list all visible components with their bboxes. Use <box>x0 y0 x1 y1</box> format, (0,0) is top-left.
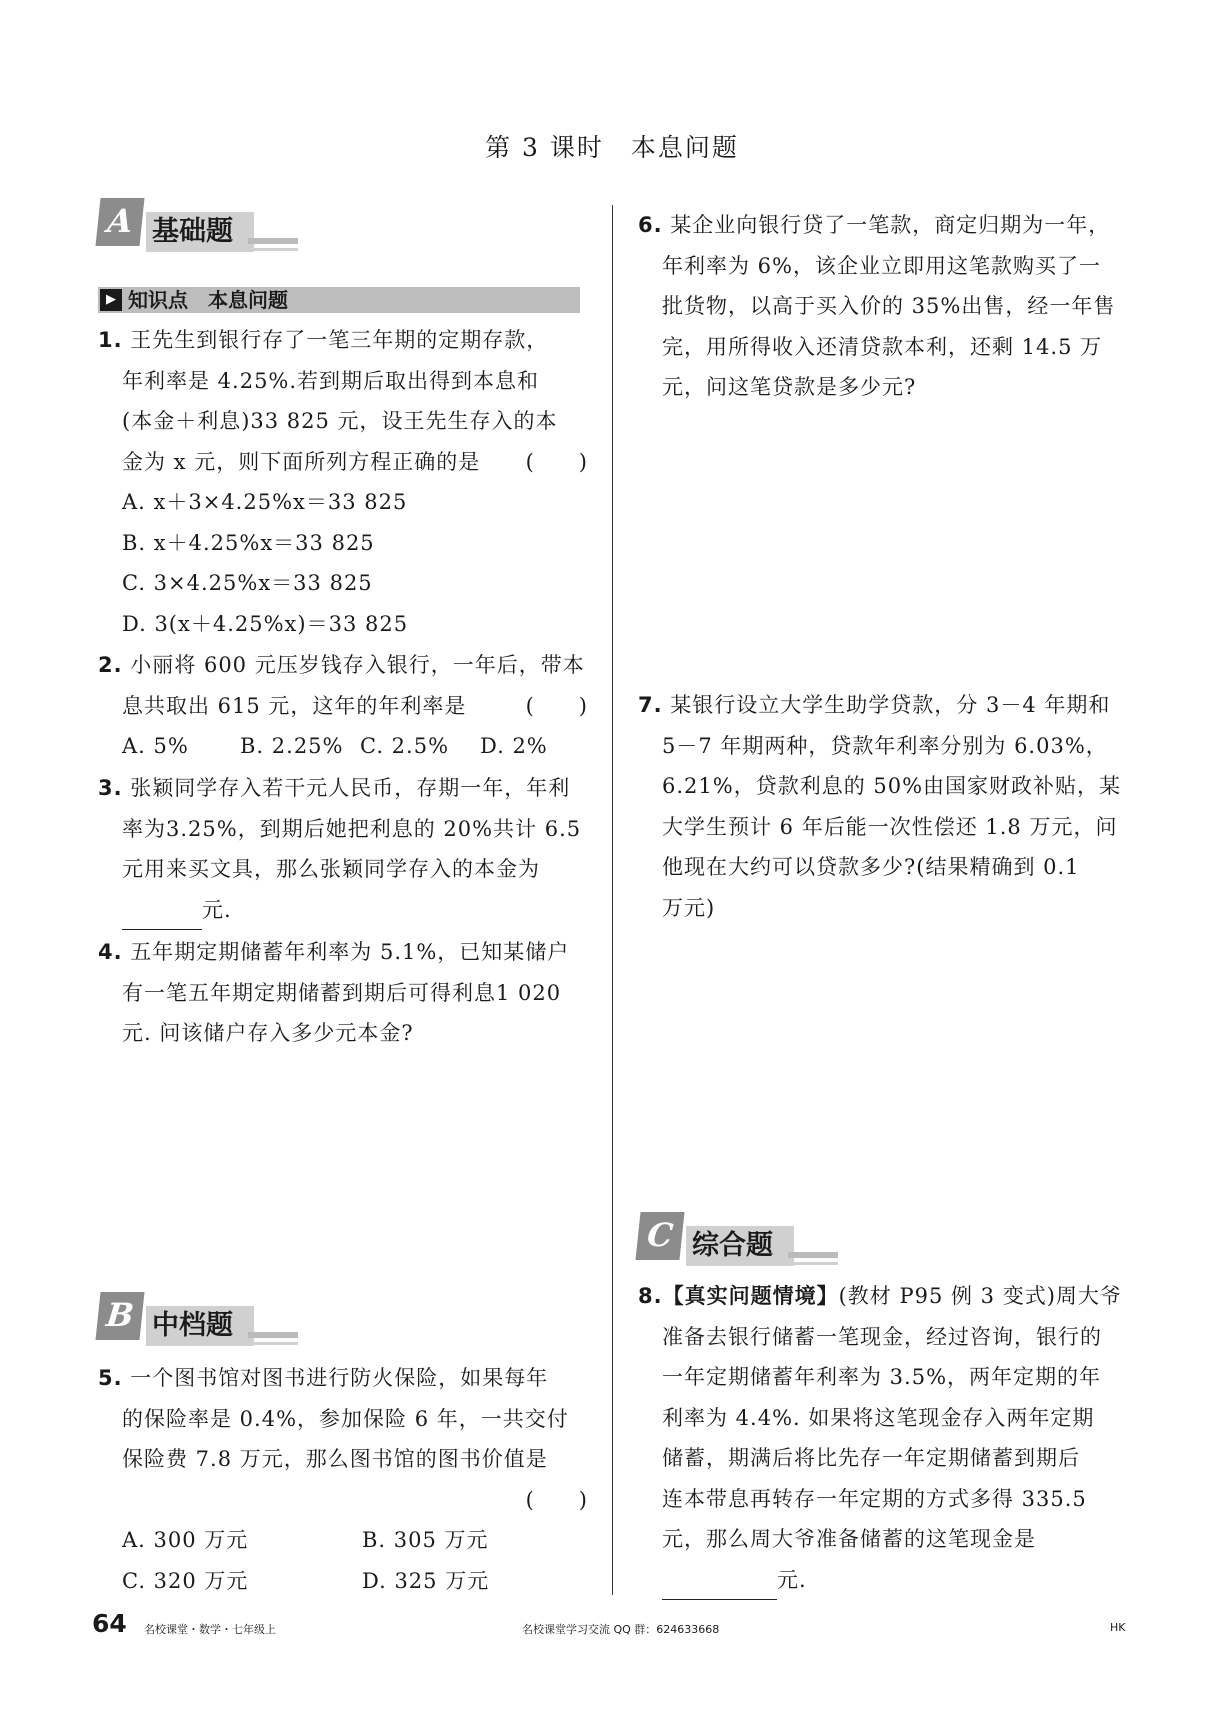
edition-label: HK <box>1110 1621 1126 1634</box>
q1-option-d: D. 3(x＋4.25%x)＝33 825 <box>122 611 409 636</box>
q3-unit: 元. <box>202 897 232 922</box>
question-7 <box>638 685 1138 928</box>
q2-answer-bracket: ( ) <box>525 693 588 718</box>
q5-number: 5. <box>98 1366 123 1390</box>
q7-line: 他现在大约可以贷款多少?(结果精确到 0.1 <box>662 855 1080 879</box>
section-b-name: 中档题 <box>146 1306 254 1346</box>
q8-answer-blank <box>662 1573 777 1600</box>
q1-line: 金为 x 元，则下面所列方程正确的是 <box>122 449 481 474</box>
q2-option-b: B. 2.25% <box>240 734 344 758</box>
q2-option-a: A. 5% <box>122 734 189 758</box>
section-c-banner <box>638 1212 848 1268</box>
question-1 <box>98 320 588 644</box>
q3-line: 率为3.25%，到期后她把利息的 20%共计 6.5 <box>122 816 582 841</box>
q8-line: 元，那么周大爷准备储蓄的这笔现金是 <box>662 1527 1036 1551</box>
q5-line: 一个图书馆对图书进行防火保险，如果每年 <box>130 1366 549 1390</box>
knowledge-point-bar <box>98 287 580 313</box>
section-a-banner <box>98 198 308 254</box>
q3-line: 张颖同学存入若干元人民币，存期一年，年利 <box>130 776 571 800</box>
q5-line: 的保险率是 0.4%，参加保险 6 年，一共交付 <box>122 1406 569 1431</box>
q1-option-c: C. 3×4.25%x＝33 825 <box>122 571 373 595</box>
q3-answer-blank <box>122 903 202 930</box>
question-6 <box>638 205 1138 408</box>
q8-number: 8. <box>638 1284 663 1308</box>
q5-option-b: B. 305 万元 <box>362 1528 489 1552</box>
q5-option-c: C. 320 万元 <box>122 1568 249 1593</box>
page-number: 64 <box>92 1609 127 1638</box>
q1-number: 1. <box>98 328 123 352</box>
q1-option-b: B. x＋4.25%x＝33 825 <box>122 530 375 555</box>
q7-line: 6.21%，贷款利息的 50%由国家财政补贴，某 <box>662 774 1122 798</box>
q8-context-tag: 【真实问题情境】 <box>662 1283 839 1308</box>
q8-unit: 元. <box>777 1567 807 1592</box>
q3-line: 元用来买文具，那么张颖同学存入的本金为 <box>122 857 540 881</box>
q6-number: 6. <box>638 213 663 237</box>
q5-option-d: D. 325 万元 <box>362 1568 490 1593</box>
series-name: 名校课堂・数学・七年级上 <box>144 1623 276 1636</box>
q6-line: 批货物，以高于买入价的 35%出售，经一年售 <box>662 294 1116 318</box>
q4-line: 五年期定期储蓄年利率为 5.1%，已知某储户 <box>130 940 570 964</box>
q3-number: 3. <box>98 776 123 800</box>
page-footer <box>0 1609 1224 1639</box>
q4-number: 4. <box>98 940 123 964</box>
section-b-letter: B <box>95 1292 144 1340</box>
q5-option-a: A. 300 万元 <box>122 1528 249 1552</box>
q1-line: (本金＋利息)33 825 元，设王先生存入的本 <box>122 409 558 433</box>
q2-option-d: D. 2% <box>480 734 548 758</box>
q8-line: 利率为 4.4%. 如果将这笔现金存入两年定期 <box>662 1405 1095 1430</box>
knowledge-point-label: 知识点 本息问题 <box>128 288 288 312</box>
question-5 <box>98 1358 588 1601</box>
q5-answer-bracket: ( ) <box>525 1487 588 1512</box>
question-2 <box>98 645 588 767</box>
q2-line: 小丽将 600 元压岁钱存入银行，一年后，带本 <box>130 653 585 677</box>
column-divider <box>612 205 613 1595</box>
q8-line: 准备去银行储蓄一笔现金，经过咨询，银行的 <box>662 1324 1102 1349</box>
q7-number: 7. <box>638 693 663 717</box>
q1-line: 王先生到银行存了一笔三年期的定期存款， <box>130 328 549 352</box>
section-c-letter: C <box>635 1212 684 1260</box>
q6-line: 某企业向银行贷了一笔款，商定归期为一年， <box>670 213 1111 237</box>
section-c-name: 综合题 <box>686 1226 794 1266</box>
q7-line: 5－7 年期两种，贷款年利率分别为 6.03%， <box>662 733 1108 758</box>
q2-line: 息共取出 615 元，这年的年利率是 <box>122 693 467 718</box>
question-4 <box>98 932 588 1054</box>
section-a-letter: A <box>95 198 144 246</box>
q1-line: 年利率是 4.25%.若到期后取出得到本息和 <box>122 368 540 393</box>
play-triangle-icon: ▶ <box>100 289 122 311</box>
q7-line: 大学生预计 6 年后能一次性偿还 1.8 万元，问 <box>662 814 1118 839</box>
question-8 <box>638 1276 1138 1600</box>
q4-line: 元. 问该储户存入多少元本金? <box>122 1021 414 1045</box>
q5-line: 保险费 7.8 万元，那么图书馆的图书价值是 <box>122 1447 548 1471</box>
page-title: 第 3 课时 本息问题 <box>485 133 739 162</box>
section-a-name: 基础题 <box>146 212 254 252</box>
q8-line: 储蓄，期满后将比先存一年定期储蓄到期后 <box>662 1446 1080 1470</box>
q8-line: 一年定期储蓄年利率为 3.5%，两年定期的年 <box>662 1365 1102 1389</box>
section-b-banner <box>98 1292 308 1348</box>
q7-line: 万元) <box>662 895 716 920</box>
q7-line: 某银行设立大学生助学贷款，分 3－4 年期和 <box>670 693 1111 717</box>
q4-line: 有一笔五年期定期储蓄到期后可得利息1 020 <box>122 980 562 1005</box>
qq-group: 名校课堂学习交流 QQ 群：624633668 <box>522 1623 720 1636</box>
q1-option-a: A. x＋3×4.25%x＝33 825 <box>122 490 408 514</box>
q6-line: 元，问这笔贷款是多少元? <box>662 375 917 399</box>
q2-number: 2. <box>98 653 123 677</box>
question-3 <box>98 768 588 930</box>
q8-line: (教材 P95 例 3 变式)周大爷 <box>838 1284 1122 1308</box>
q6-line: 年利率为 6%，该企业立即用这笔款购买了一 <box>662 253 1101 278</box>
q1-answer-bracket: ( ) <box>525 449 588 474</box>
q6-line: 完，用所得收入还清贷款本利，还剩 14.5 万 <box>662 334 1103 359</box>
q8-line: 连本带息再转存一年定期的方式多得 335.5 <box>662 1486 1087 1511</box>
q2-option-c: C. 2.5% <box>360 734 450 758</box>
